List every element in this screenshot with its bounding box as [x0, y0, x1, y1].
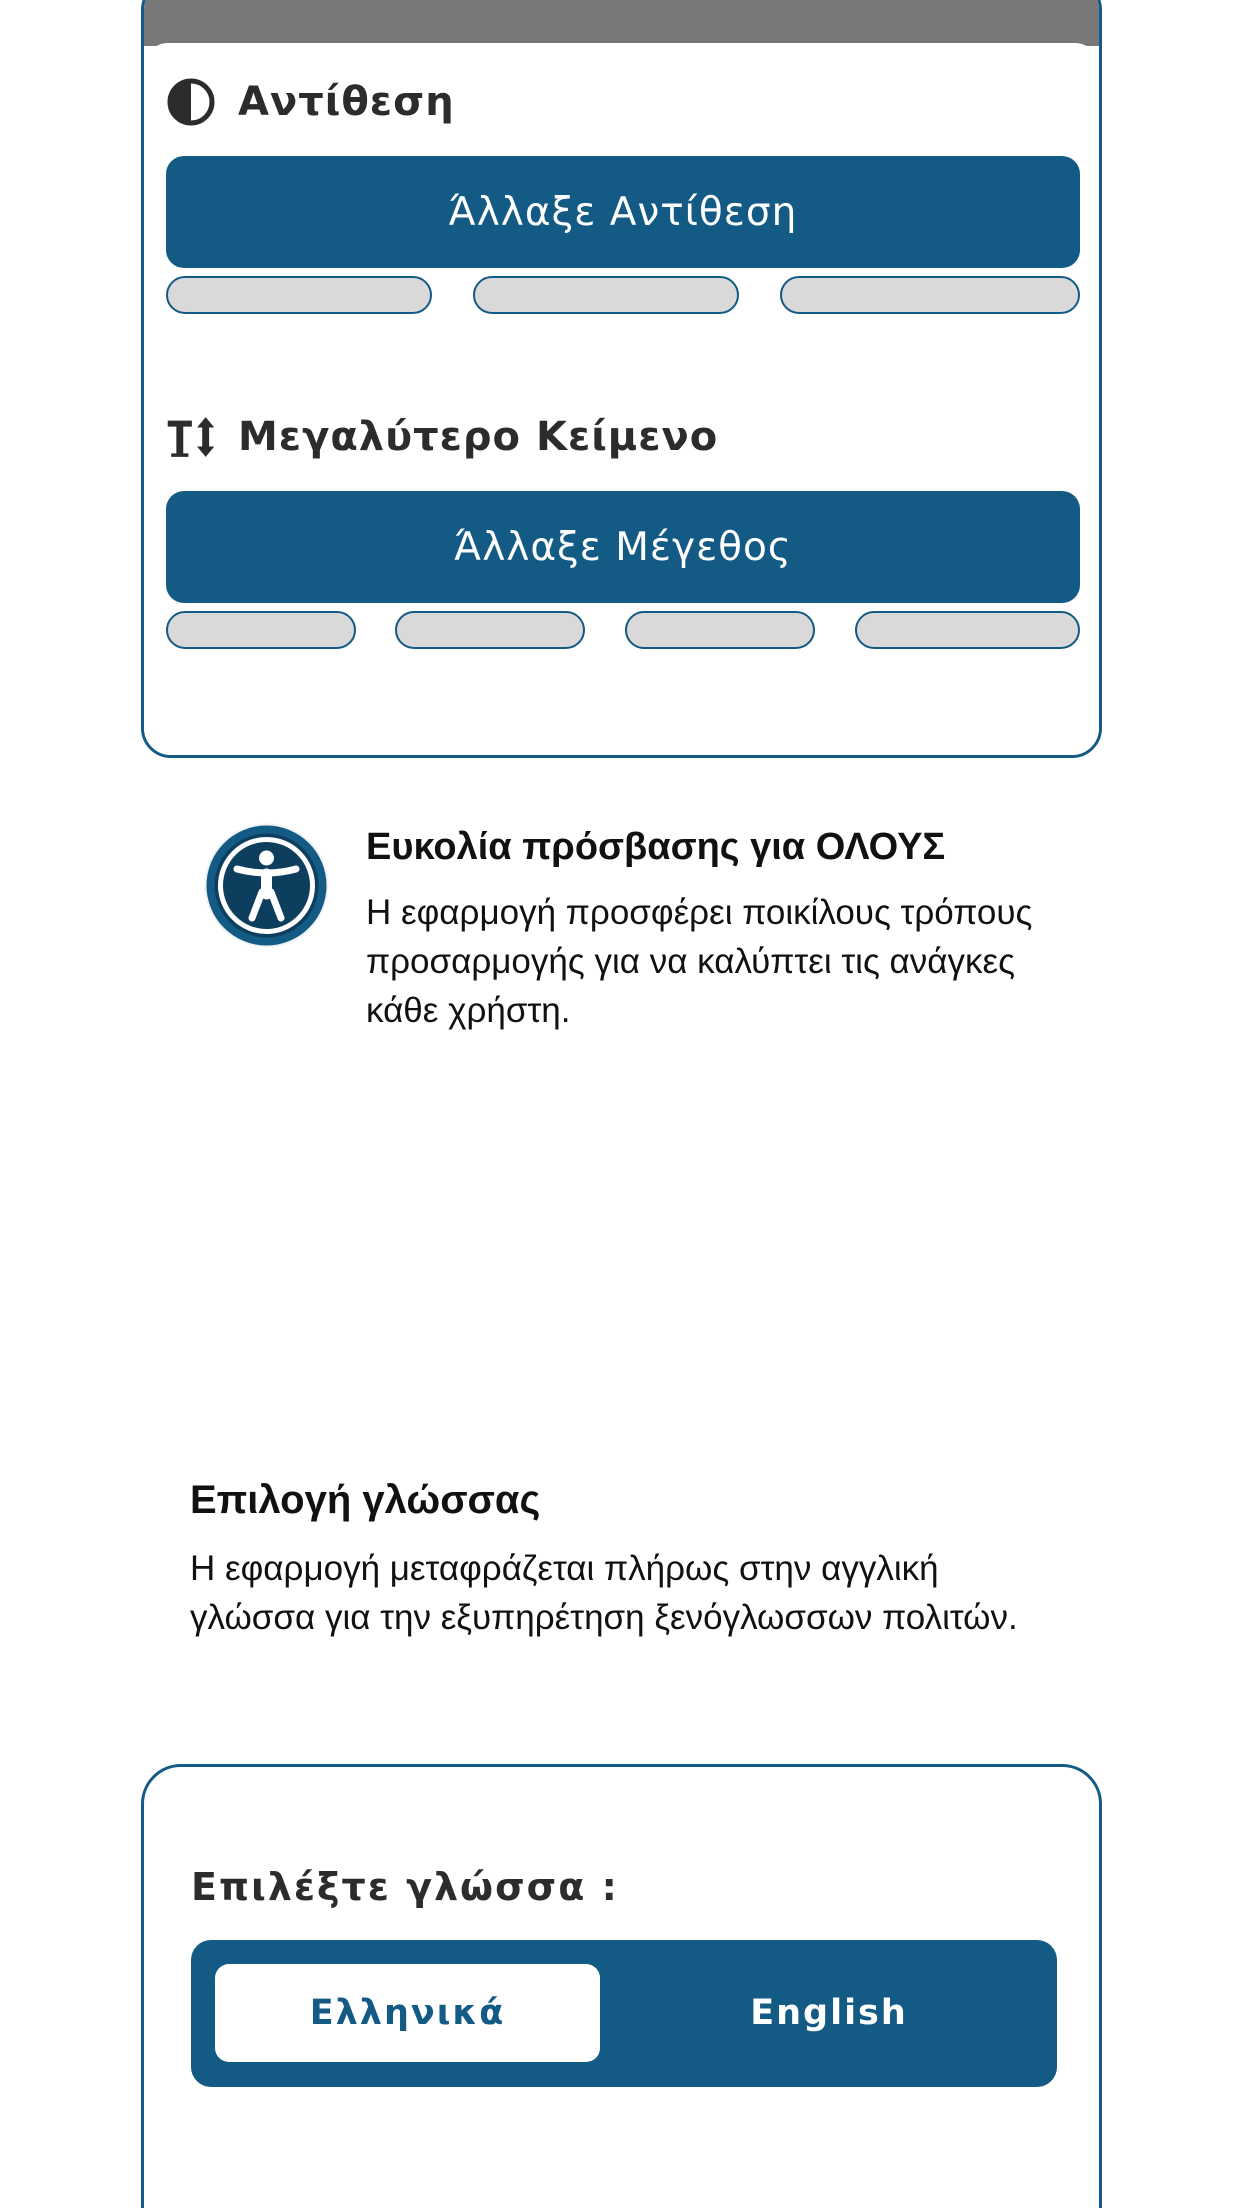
text-size-option-1[interactable]	[166, 611, 356, 649]
text-size-icon	[166, 412, 216, 462]
contrast-half-circle-icon	[166, 77, 216, 127]
language-info-title: Επιλογή γλώσσας	[190, 1478, 541, 1522]
contrast-title: Αντίθεση	[238, 79, 455, 125]
header-overlay-strip	[144, 0, 1099, 46]
language-option-greek[interactable]: Ελληνικά	[215, 1964, 600, 2062]
language-info-text: Η εφαρμογή μεταφράζεται πλήρως στην αγγλική γλώσσα για την εξυπηρέτηση ξενόγλωσσων πολιτών.	[190, 1549, 1018, 1637]
accessibility-info	[203, 822, 1103, 1042]
contrast-option-1[interactable]	[166, 276, 432, 314]
language-segmented-control	[191, 1940, 1057, 2087]
text-size-title: Μεγαλύτερο Κείμενο	[238, 414, 719, 460]
text-size-section-header	[166, 412, 718, 462]
contrast-section-header	[166, 77, 455, 127]
text-size-option-2[interactable]	[395, 611, 585, 649]
language-select-card	[141, 1764, 1102, 2208]
accessibility-info-title: Ευκολία πρόσβασης για ΟΛΟΥΣ	[366, 826, 946, 868]
language-option-english[interactable]: English	[750, 1993, 908, 2033]
contrast-option-2[interactable]	[473, 276, 739, 314]
contrast-option-3[interactable]	[780, 276, 1080, 314]
accessibility-settings-card	[141, 0, 1102, 758]
text-size-option-4[interactable]	[855, 611, 1080, 649]
accessibility-info-text: Η εφαρμογή προσφέρει ποικίλους τρόπους προσαρμογής για να καλύπτει τις ανάγκες κάθε χρήστη.	[366, 893, 1033, 1030]
text-size-option-3[interactable]	[625, 611, 815, 649]
choose-language-label: Επιλέξτε γλώσσα :	[191, 1865, 619, 1909]
accessibility-person-icon	[203, 822, 330, 949]
change-text-size-button[interactable]: Άλλαξε Μέγεθος	[166, 491, 1080, 603]
change-contrast-button[interactable]: Άλλαξε Αντίθεση	[166, 156, 1080, 268]
settings-card-body	[144, 43, 1099, 758]
